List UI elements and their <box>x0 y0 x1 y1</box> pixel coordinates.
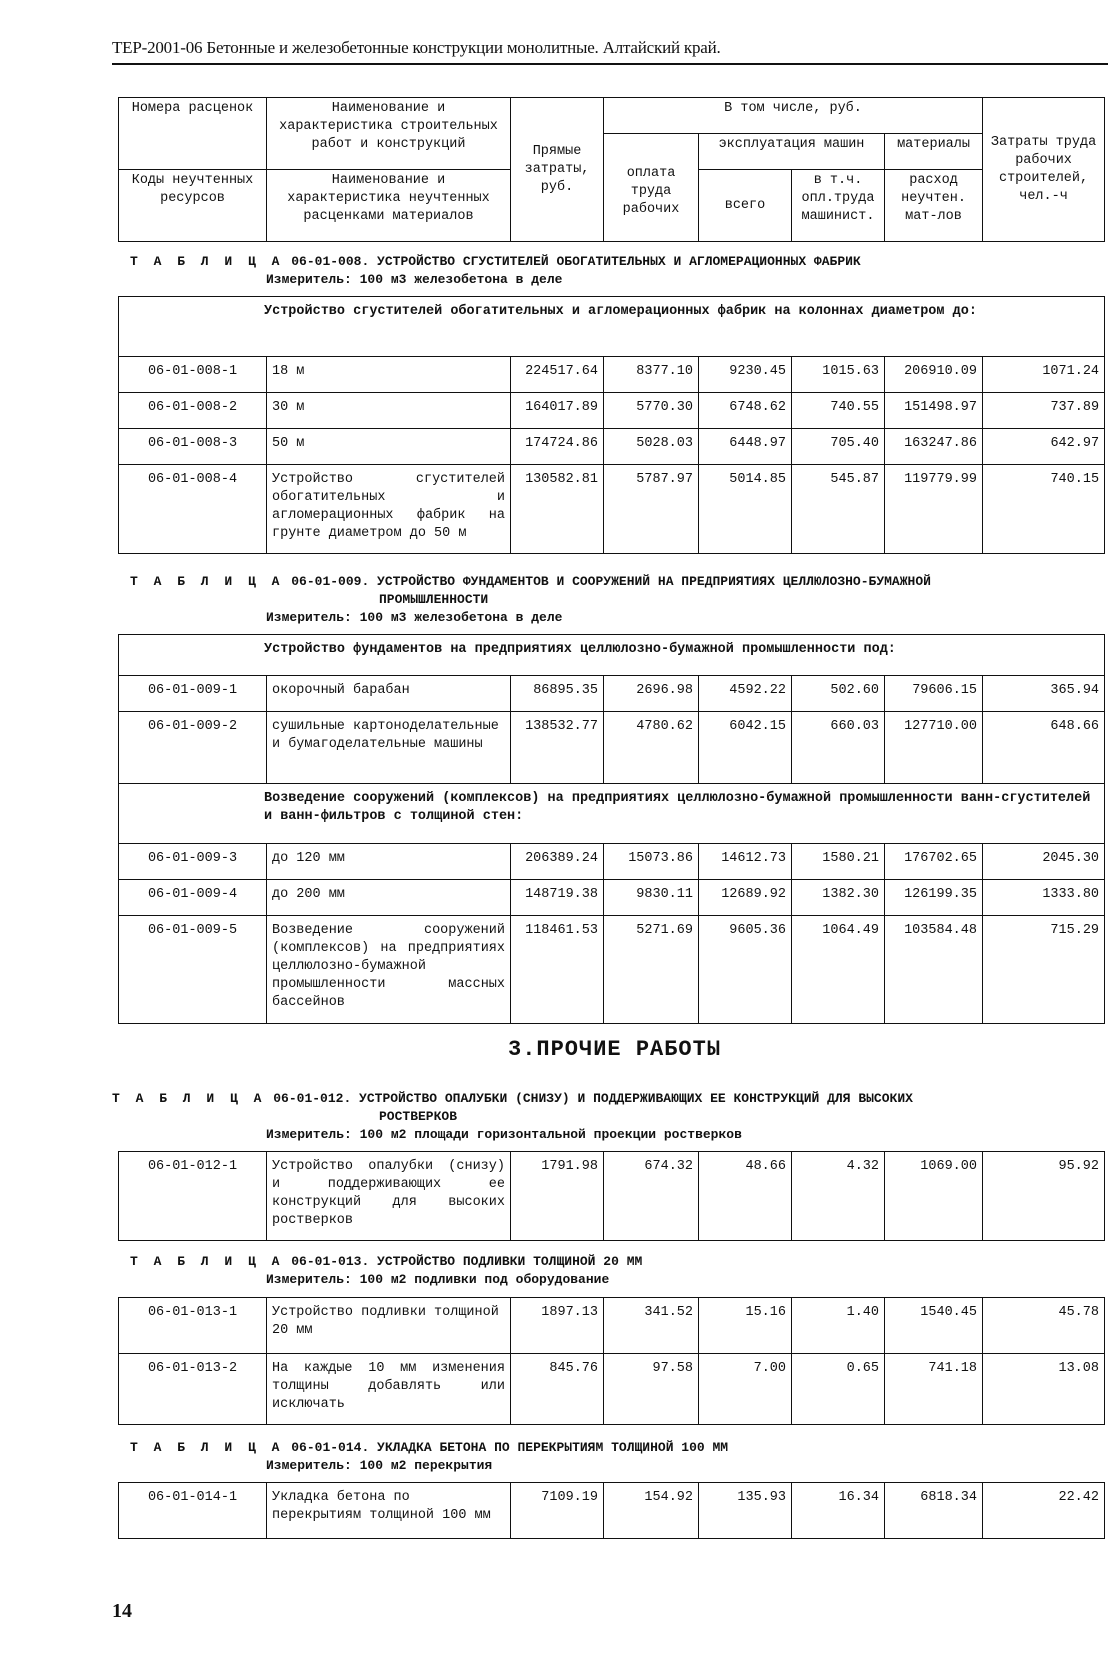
table-row <box>119 880 1105 916</box>
table-row <box>119 429 1105 465</box>
row-code: 06-01-009-5 <box>119 916 267 1024</box>
row-machines-labor: 1.40 <box>792 1298 885 1354</box>
row-machines-labor: 740.55 <box>792 393 885 429</box>
table-012-caption <box>112 1090 913 1107</box>
section-title: 3.ПРОЧИЕ РАБОТЫ <box>508 1037 722 1062</box>
row-name: 50 м <box>267 429 511 465</box>
row-machines: 15.16 <box>699 1298 792 1354</box>
table-009-title: 06-01-009. УСТРОЙСТВО ФУНДАМЕНТОВ И СООРУЖЕНИЙ НА ПРЕДПРИЯТИЯХ ЦЕЛЛЮЛОЗНО-БУМАЖНОЙ <box>291 574 931 589</box>
table-009-measure: Измеритель: 100 м3 железобетона в деле <box>266 610 563 625</box>
row-labor: 5770.30 <box>604 393 699 429</box>
header-machines-all: всего <box>699 170 792 242</box>
header-name-top: Наименование и характеристика строительных работ и конструкций <box>267 98 511 170</box>
row-machines-labor: 502.60 <box>792 676 885 712</box>
row-machines-labor: 1382.30 <box>792 880 885 916</box>
table-014-title: 06-01-014. УКЛАДКА БЕТОНА ПО ПЕРЕКРЫТИЯМ ТОЛЩИНОЙ 100 ММ <box>291 1440 729 1455</box>
table-012 <box>118 1151 1105 1241</box>
row-materials: 127710.00 <box>885 712 983 784</box>
row-materials: 126199.35 <box>885 880 983 916</box>
row-name: окорочный барабан <box>267 676 511 712</box>
row-labor: 2696.98 <box>604 676 699 712</box>
row-direct: 1791.98 <box>511 1152 604 1241</box>
row-hours: 22.42 <box>983 1483 1105 1539</box>
table-014 <box>118 1482 1105 1539</box>
row-direct: 148719.38 <box>511 880 604 916</box>
row-direct: 1897.13 <box>511 1298 604 1354</box>
row-name: Укладка бетона по перекрытиям толщиной 100 мм <box>267 1483 511 1539</box>
row-materials: 1540.45 <box>885 1298 983 1354</box>
table-014-lead: Т А Б Л И Ц А <box>130 1440 284 1455</box>
row-materials: 151498.97 <box>885 393 983 429</box>
table-row <box>119 393 1105 429</box>
row-materials: 206910.09 <box>885 357 983 393</box>
row-direct: 138532.77 <box>511 712 604 784</box>
table-009-caption <box>130 573 931 590</box>
table-009-lead: Т А Б Л И Ц А <box>130 574 284 589</box>
row-labor: 5271.69 <box>604 916 699 1024</box>
header-machines-incl: в т.ч. опл.труда машинист. <box>792 170 885 242</box>
row-name: 18 м <box>267 357 511 393</box>
row-hours: 740.15 <box>983 465 1105 554</box>
table-row <box>119 465 1105 554</box>
header-machines: эксплуатация машин <box>699 134 885 170</box>
table-row <box>119 712 1105 784</box>
row-machines-labor: 1580.21 <box>792 844 885 880</box>
table-012-measure: Измеритель: 100 м2 площади горизонтальной проекции ростверков <box>266 1127 742 1142</box>
row-machines-labor: 4.32 <box>792 1152 885 1241</box>
row-materials: 741.18 <box>885 1354 983 1425</box>
row-code: 06-01-009-4 <box>119 880 267 916</box>
table-008-caption <box>130 253 861 270</box>
row-machines: 9230.45 <box>699 357 792 393</box>
table-008 <box>118 296 1105 554</box>
row-direct: 206389.24 <box>511 844 604 880</box>
row-code: 06-01-009-1 <box>119 676 267 712</box>
row-hours: 365.94 <box>983 676 1105 712</box>
row-machines: 6748.62 <box>699 393 792 429</box>
row-direct: 174724.86 <box>511 429 604 465</box>
table-009-group-2: Возведение сооружений (комплексов) на предприятиях целлюлозно-бумажной промышленности ванн-сгустителей и ванн-фильтров с толщиной стен: <box>119 784 1105 844</box>
row-machines-labor: 1064.49 <box>792 916 885 1024</box>
row-machines: 14612.73 <box>699 844 792 880</box>
row-direct: 130582.81 <box>511 465 604 554</box>
table-013-title: 06-01-013. УСТРОЙСТВО ПОДЛИВКИ ТОЛЩИНОЙ 20 ММ <box>291 1254 643 1269</box>
table-012-title: 06-01-012. УСТРОЙСТВО ОПАЛУБКИ (СНИЗУ) И ПОДДЕРЖИВАЮЩИХ ЕЕ КОНСТРУКЦИЙ ДЛЯ ВЫСОКИХ <box>273 1091 913 1106</box>
row-labor: 9830.11 <box>604 880 699 916</box>
row-name: Устройство опалубки (снизу) и поддерживающих ее конструкций для высоких ростверков <box>267 1152 511 1241</box>
row-hours: 95.92 <box>983 1152 1105 1241</box>
row-name: сушильные картоноделательные и бумагоделательные машины <box>267 712 511 784</box>
row-labor: 8377.10 <box>604 357 699 393</box>
row-direct: 845.76 <box>511 1354 604 1425</box>
row-hours: 1333.80 <box>983 880 1105 916</box>
row-hours: 2045.30 <box>983 844 1105 880</box>
row-name: На каждые 10 мм изменения толщины добавлять или исключать <box>267 1354 511 1425</box>
row-direct: 224517.64 <box>511 357 604 393</box>
row-machines-labor: 545.87 <box>792 465 885 554</box>
header-name-bottom: Наименование и характеристика неучтенных расценками материалов <box>267 170 511 242</box>
row-machines: 48.66 <box>699 1152 792 1241</box>
table-row <box>119 1354 1105 1425</box>
table-row <box>119 1483 1105 1539</box>
document-title: ТЕР-2001-06 Бетонные и железобетонные конструкции монолитные. Алтайский край. <box>112 38 721 57</box>
table-009-title-cont: ПРОМЫШЛЕННОСТИ <box>379 592 489 607</box>
row-machines-labor: 660.03 <box>792 712 885 784</box>
row-machines-labor: 0.65 <box>792 1354 885 1425</box>
row-materials: 103584.48 <box>885 916 983 1024</box>
header-materials-sub: расход неучтен. мат-лов <box>885 170 983 242</box>
row-machines: 4592.22 <box>699 676 792 712</box>
row-name: Устройство подливки толщиной 20 мм <box>267 1298 511 1354</box>
table-row <box>119 1152 1105 1241</box>
row-hours: 715.29 <box>983 916 1105 1024</box>
table-008-group: Устройство сгустителей обогатительных и агломерационных фабрик на колоннах диаметром до: <box>119 297 1105 357</box>
table-013 <box>118 1297 1105 1425</box>
row-labor: 674.32 <box>604 1152 699 1241</box>
header-codes-top: Номера расценок <box>119 98 267 170</box>
table-013-measure: Измеритель: 100 м2 подливки под оборудование <box>266 1272 610 1287</box>
table-009-group-1: Устройство фундаментов на предприятиях целлюлозно-бумажной промышленности под: <box>119 635 1105 676</box>
table-row <box>119 844 1105 880</box>
row-hours: 45.78 <box>983 1298 1105 1354</box>
row-materials: 119779.99 <box>885 465 983 554</box>
row-labor: 97.58 <box>604 1354 699 1425</box>
table-row <box>119 676 1105 712</box>
row-code: 06-01-009-2 <box>119 712 267 784</box>
table-009 <box>118 634 1105 1024</box>
row-hours: 1071.24 <box>983 357 1105 393</box>
row-machines: 6042.15 <box>699 712 792 784</box>
table-013-lead: Т А Б Л И Ц А <box>130 1254 284 1269</box>
row-materials: 163247.86 <box>885 429 983 465</box>
header-codes-bottom: Коды неучтенных ресурсов <box>119 170 267 242</box>
row-machines: 9605.36 <box>699 916 792 1024</box>
row-code: 06-01-013-1 <box>119 1298 267 1354</box>
table-008-measure: Измеритель: 100 м3 железобетона в деле <box>266 272 563 287</box>
header-direct-costs: Прямые затраты, руб. <box>511 98 604 242</box>
row-code: 06-01-008-4 <box>119 465 267 554</box>
row-labor: 5028.03 <box>604 429 699 465</box>
row-hours: 13.08 <box>983 1354 1105 1425</box>
row-materials: 176702.65 <box>885 844 983 880</box>
row-materials: 1069.00 <box>885 1152 983 1241</box>
table-014-caption <box>130 1439 728 1456</box>
row-machines: 5014.85 <box>699 465 792 554</box>
row-code: 06-01-012-1 <box>119 1152 267 1241</box>
row-hours: 648.66 <box>983 712 1105 784</box>
table-013-caption <box>130 1253 642 1270</box>
row-hours: 737.89 <box>983 393 1105 429</box>
row-materials: 6818.34 <box>885 1483 983 1539</box>
row-name: до 120 мм <box>267 844 511 880</box>
row-code: 06-01-013-2 <box>119 1354 267 1425</box>
row-code: 06-01-008-3 <box>119 429 267 465</box>
row-labor: 4780.62 <box>604 712 699 784</box>
column-header-table <box>118 97 1105 242</box>
table-012-lead: Т А Б Л И Ц А <box>112 1091 266 1106</box>
row-direct: 7109.19 <box>511 1483 604 1539</box>
row-machines: 7.00 <box>699 1354 792 1425</box>
row-direct: 164017.89 <box>511 393 604 429</box>
row-code: 06-01-008-2 <box>119 393 267 429</box>
row-labor: 341.52 <box>604 1298 699 1354</box>
row-machines: 6448.97 <box>699 429 792 465</box>
table-014-measure: Измеритель: 100 м2 перекрытия <box>266 1458 493 1473</box>
row-code: 06-01-008-1 <box>119 357 267 393</box>
table-row <box>119 357 1105 393</box>
header-labor-pay: оплата труда рабочих <box>604 134 699 242</box>
header-rule <box>112 63 1108 65</box>
row-hours: 642.97 <box>983 429 1105 465</box>
table-008-lead: Т А Б Л И Ц А <box>130 254 284 269</box>
row-machines: 135.93 <box>699 1483 792 1539</box>
row-labor: 15073.86 <box>604 844 699 880</box>
table-row <box>119 1298 1105 1354</box>
table-008-title: 06-01-008. УСТРОЙСТВО СГУСТИТЕЛЕЙ ОБОГАТИТЕЛЬНЫХ И АГЛОМЕРАЦИОННЫХ ФАБРИК <box>291 254 861 269</box>
row-machines-labor: 1015.63 <box>792 357 885 393</box>
row-name: Устройство сгустителей обогатительных и агломерационных фабрик на грунте диаметром до 50 м <box>267 465 511 554</box>
row-code: 06-01-009-3 <box>119 844 267 880</box>
row-direct: 86895.35 <box>511 676 604 712</box>
row-labor: 154.92 <box>604 1483 699 1539</box>
table-row <box>119 916 1105 1024</box>
row-labor: 5787.97 <box>604 465 699 554</box>
row-machines: 12689.92 <box>699 880 792 916</box>
row-materials: 79606.15 <box>885 676 983 712</box>
row-name: Возведение сооружений (комплексов) на предприятиях целлюлозно-бумажной промышленности массных бассейнов <box>267 916 511 1024</box>
row-name: до 200 мм <box>267 880 511 916</box>
header-labor-hours: Затраты труда рабочих строителей, чел.-ч <box>983 98 1105 242</box>
row-name: 30 м <box>267 393 511 429</box>
header-materials: материалы <box>885 134 983 170</box>
page-number: 14 <box>112 1600 132 1622</box>
header-including: В том числе, руб. <box>604 98 983 134</box>
row-machines-labor: 16.34 <box>792 1483 885 1539</box>
table-012-title-cont: РОСТВЕРКОВ <box>379 1109 458 1124</box>
row-direct: 118461.53 <box>511 916 604 1024</box>
row-code: 06-01-014-1 <box>119 1483 267 1539</box>
row-machines-labor: 705.40 <box>792 429 885 465</box>
